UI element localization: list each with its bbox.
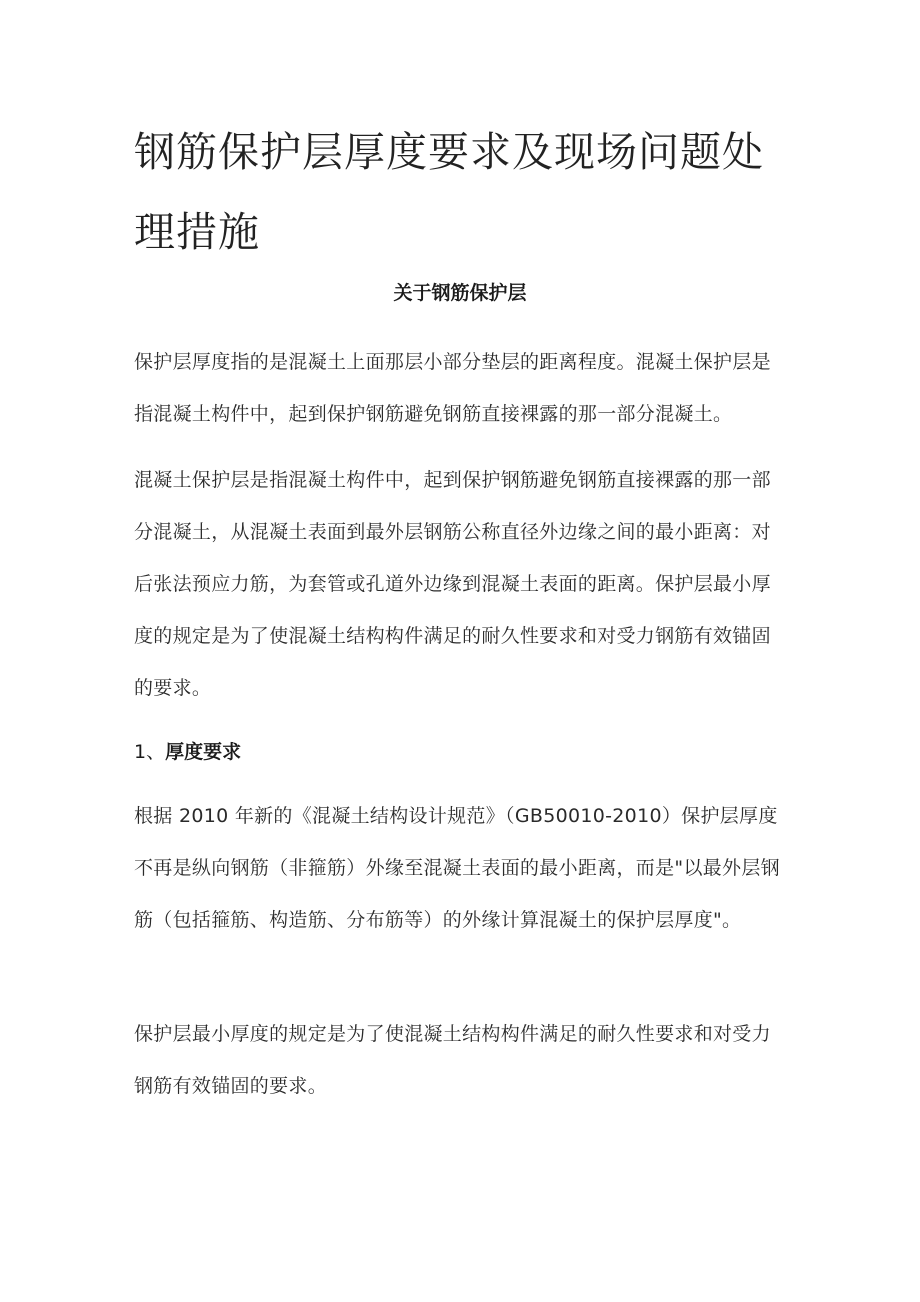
section-heading: [134, 730, 241, 774]
paragraph-min-thickness: 保护层最小厚度的规定是为了使混凝土结构构件满足的耐久性要求和对受力钢筋有效锚固的要求。: [134, 1023, 771, 1097]
paragraph-definition: 混凝土保护层是指混凝土构件中，起到保护钢筋避免钢筋直接裸露的那一部分混凝土，从混凝土表面到最外层钢筋公称直径外边缘之间的最小距离：对后张法预应力筋，为套管或孔道外边缘到混凝土表面的距离。保护层最小厚度的规定是为了使混凝土结构构件满足的耐久性要求和对受力钢筋有效锚固的要求。: [134, 469, 771, 699]
document-subtitle: 关于钢筋保护层: [393, 282, 527, 304]
section-number: 1、: [134, 741, 166, 763]
document-title: 钢筋保护层厚度要求及现场问题处理措施: [134, 128, 764, 256]
section-label: 厚度要求: [165, 741, 242, 763]
paragraph-intro: 保护层厚度指的是混凝土上面那层小部分垫层的距离程度。混凝土保护层是指混凝土构件中，起到保护钢筋避免钢筋直接裸露的那一部分混凝土。: [134, 351, 771, 425]
paragraph-code-reference: 根据 2010 年新的《混凝土结构设计规范》（GB50010-2010）保护层厚度不再是纵向钢筋（非箍筋）外缘至混凝土表面的最小距离，而是"以最外层钢筋（包括箍筋、构造筋、分布筋等）的外缘计算混凝土的保护层厚度"。: [134, 805, 780, 931]
